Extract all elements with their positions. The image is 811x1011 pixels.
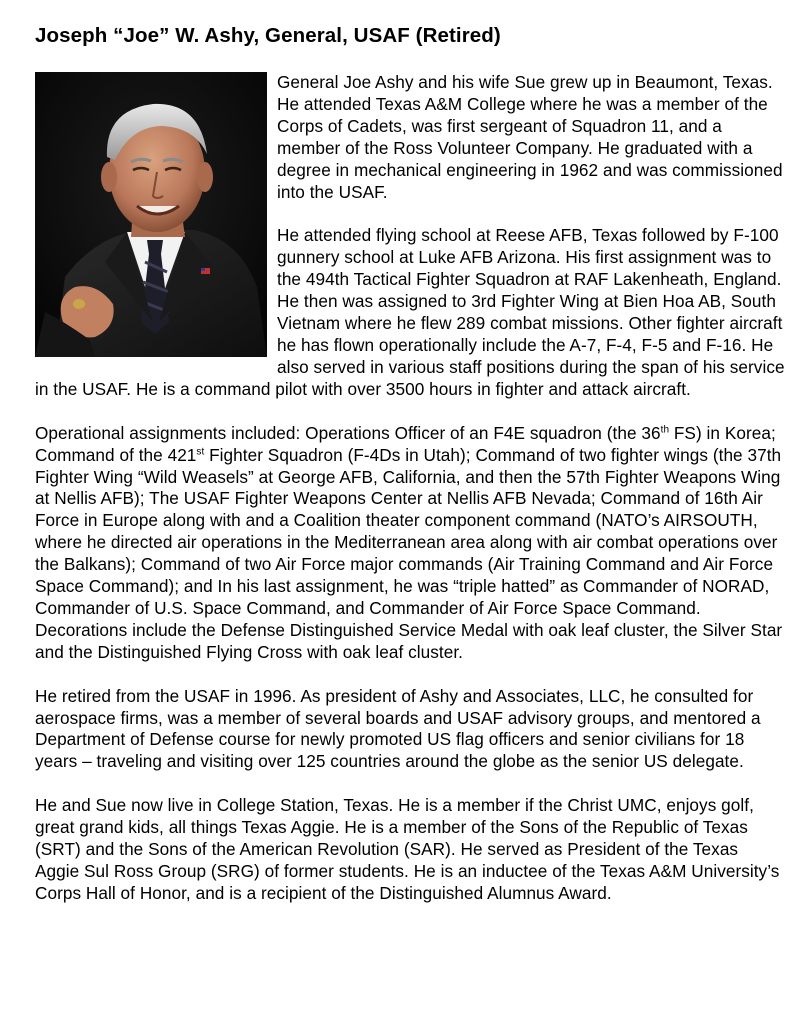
paragraph-retirement: He retired from the USAF in 1996. As president of Ashy and Associates, LLC, he consulted for aerospace firms, was a member of several boards and USAF advisory groups, and mentored a Department of Defense course for newly promoted US flag officers and senior civilians for 18 years – traveling and visiting over 125 countries around the globe as the senior US delegate. — [35, 685, 761, 772]
paragraph-early-life: General Joe Ashy and his wife Sue grew up in Beaumont, Texas. He attended Texas A&M College where he was a member of the Corps of Cadets, was first sergeant of Squadron 11, and a member of the Ross Volunteer Company. He graduated with a degree in mechanical engineering in 1962 and was commissioned into the USAF. — [277, 72, 783, 202]
assignments-text-part-2: FS) in Korea; Command of the 421 — [35, 422, 776, 465]
portrait-photo — [35, 72, 267, 357]
portrait-illustration — [35, 72, 267, 357]
superscript-th: th — [660, 423, 670, 435]
paragraph-flying-career: He attended flying school at Reese AFB, Texas followed by F-100 gunnery school at Luke AFB Arizona. His first assignment was to the 494th Tactical Fighter Squadron at RAF Lakenheath, England. He then was assigned to 3rd Fighter Wing at Bien Hoa AB, South Vietnam where he flew 289 combat missions. Other fighter aircraft he has flown operationally include the A-7, F-4, F-5 and F-16. He also served in various staff positions during the span of his service in the USAF. He is a command pilot with over 3500 hours in fighter and attack aircraft. — [35, 225, 785, 399]
page-title: Joseph “Joe” W. Ashy, General, USAF (Retired) — [35, 24, 501, 47]
superscript-st: st — [196, 445, 205, 457]
biography-page — [35, 22, 785, 927]
assignments-text-part-3: Fighter Squadron (F-4Ds in Utah); Command of two fighter wings (the 37th Fighter Wing “Wild Weasels” at George AFB, California, and then the 57th Fighter Weapons Wing at Nellis AFB); The USAF Fighter Weapons Center at Nellis AFB Nevada; Command of 16th Air Force in Europe along with and a Coalition theater component command (NATO’s AIRSOUTH, where he directed air operations in the Mediterranean area along with air combat operations over the Balkans); Command of two Air Force major commands (Air Training Command and Air Force Space Command); and In his last assignment, he was “triple hatted” as Commander of NORAD, Commander of U.S. Space Command, and Commander of Air Force Space Command. Decorations include the Defense Distinguished Service Medal with oak leaf cluster, the Silver Star and the Distinguished Flying Cross with oak leaf cluster. — [35, 444, 783, 662]
paragraph-personal-life: He and Sue now live in College Station, Texas. He is a member if the Christ UMC, enjoys golf, great grand kids, all things Texas Aggie. He is a member of the Sons of the Republic of Texas (SRT) and the Sons of the American Revolution (SAR). He served as President of the Texas Aggie Sul Ross Group (SRG) of former students. He is an inductee of the Texas A&M University’s Corps Hall of Honor, and is a recipient of the Distinguished Alumnus Award. — [35, 795, 780, 903]
paragraph-operational-assignments — [35, 423, 785, 664]
assignments-text-part-1: Operational assignments included: Operations Officer of an F4E squadron (the 36 — [35, 422, 661, 443]
